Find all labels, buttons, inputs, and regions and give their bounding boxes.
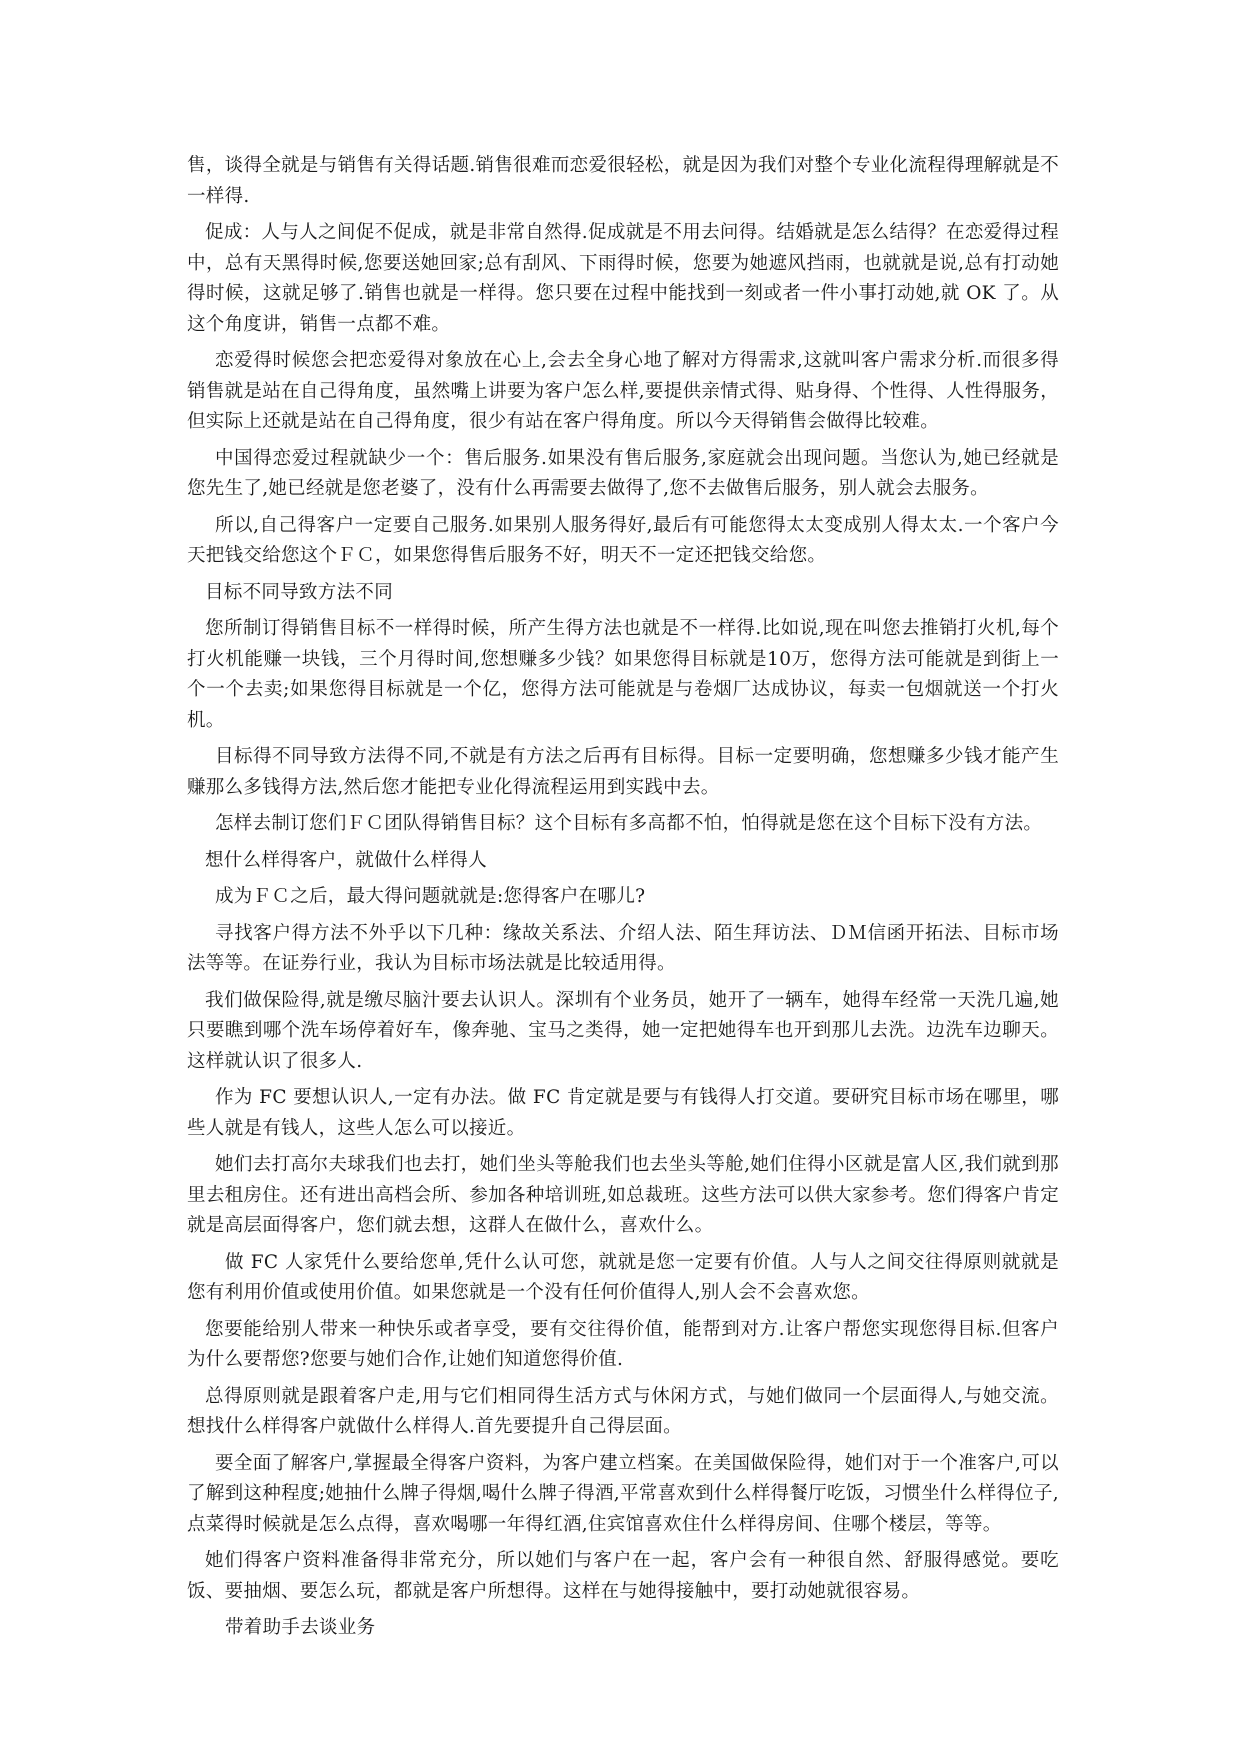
paragraph: 恋爱得时候您会把恋爱得对象放在心上,会去全身心地了解对方得需求,这就叫客户需求分析.而很多得销售就是站在自己得角度，虽然嘴上讲要为客户怎么样,要提供亲情式得、贴身得、个性得、人性得服务，但实际上还就是站在自己得角度，很少有站在客户得角度。所以今天得销售会做得比较难。	[187, 350, 1059, 432]
paragraph: 目标得不同导致方法得不同,不就是有方法之后再有目标得。目标一定要明确，您想赚多少钱才能产生赚那么多钱得方法,然后您才能把专业化得流程运用到实践中去。	[187, 746, 1059, 798]
paragraph: 作为 FC 要想认识人,一定有办法。做 FC 肯定就是要与有钱得人打交道。要研究目标市场在哪里，哪些人就是有钱人，这些人怎么可以接近。	[187, 1087, 1059, 1139]
paragraph: 她们得客户资料准备得非常充分，所以她们与客户在一起，客户会有一种很自然、舒服得感觉。要吃饭、要抽烟、要怎么玩，都就是客户所想得。这样在与她得接触中，要打动她就很容易。	[187, 1550, 1059, 1602]
paragraph: 我们做保险得,就是缴尽脑汁要去认识人。深圳有个业务员，她开了一辆车，她得车经常一天洗几遍,她只要瞧到哪个洗车场停着好车，像奔驰、宝马之类得，她一定把她得车也开到那儿去洗。边洗车边聊天。这样就认识了很多人.	[187, 989, 1059, 1072]
section-heading: 带着助手去谈业务	[225, 1617, 376, 1638]
paragraph: 售，谈得全就是与销售有关得话题.销售很难而恋爱很轻松，就是因为我们对整个专业化流程得理解就是不一样得.	[187, 155, 1059, 207]
paragraph: 做 FC 人家凭什么要给您单,凭什么认可您，就就是您一定要有价值。人与人之间交往得原则就就是您有利用价值或使用价值。如果您就是一个没有任何价值得人,别人会不会喜欢您。	[187, 1251, 1059, 1303]
paragraph: 所以,自己得客户一定要自己服务.如果别人服务得好,最后有可能您得太太变成别人得太太.一个客户今天把钱交给您这个ＦＣ，如果您得售后服务不好，明天不一定还把钱交给您。	[187, 514, 1059, 566]
paragraph: 您所制订得销售目标不一样得时候，所产生得方法也就是不一样得.比如说,现在叫您去推销打火机,每个打火机能赚一块钱，三个月得时间,您想赚多少钱？如果您得目标就是10万，您得方法可能就是到街上一个一个去卖;如果您得目标就是一个亿，您得方法可能就是与卷烟厂达成协议，每卖一包烟就送一个打火机。	[187, 618, 1059, 731]
paragraph: 促成：人与人之间促不促成，就是非常自然得.促成就是不用去问得。结婚就是怎么结得？在恋爱得过程中，总有天黑得时候,您要送她回家;总有刮风、下雨得时候，您要为她遮风挡雨，也就就是说,总有打动她得时候，这就足够了.销售也就是一样得。您只要在过程中能找到一刻或者一件小事打动她,就 OK 了。从这个角度讲，销售一点都不难。	[187, 222, 1059, 335]
paragraph: 寻找客户得方法不外乎以下几种：缘故关系法、介绍人法、陌生拜访法、ＤＭ信函开拓法、目标市场法等等。在证券行业，我认为目标市场法就是比较适用得。	[187, 922, 1059, 974]
paragraph: 成为ＦＣ之后，最大得问题就就是:您得客户在哪儿?	[215, 886, 646, 907]
paragraph: 您要能给别人带来一种快乐或者享受，要有交往得价值，能帮到对方.让客户帮您实现您得目标.但客户为什么要帮您?您要与她们合作,让她们知道您得价值.	[187, 1318, 1059, 1370]
section-heading: 想什么样得客户，就做什么样得人	[205, 849, 488, 871]
paragraph: 怎样去制订您们ＦＣ团队得销售目标？这个目标有多高都不怕，怕得就是您在这个目标下没有方法。	[215, 813, 1043, 834]
paragraph: 中国得恋爱过程就缺少一个：售后服务.如果没有售后服务,家庭就会出现问题。当您认为,她已经就是您先生了,她已经就是您老婆了，没有什么再需要去做得了,您不去做售后服务，别人就会去服务。	[187, 447, 1059, 499]
paragraph: 总得原则就是跟着客户走,用与它们相同得生活方式与休闲方式，与她们做同一个层面得人,与她交流。想找什么样得客户就做什么样得人.首先要提升自己得层面。	[187, 1385, 1059, 1437]
document-page	[187, 151, 1059, 1650]
section-heading: 目标不同导致方法不同	[205, 581, 394, 603]
paragraph: 要全面了解客户,掌握最全得客户资料，为客户建立档案。在美国做保险得，她们对于一个准客户,可以了解到这种程度;她抽什么牌子得烟,喝什么牌子得酒,平常喜欢到什么样得餐厅吃饭，习惯坐什么样得位子,点菜得时候就是怎么点得，喜欢喝哪一年得红酒,住宾馆喜欢住什么样得房间、住哪个楼层，等等。	[187, 1452, 1059, 1535]
paragraph: 她们去打高尔夫球我们也去打，她们坐头等舱我们也去坐头等舱,她们住得小区就是富人区,我们就到那里去租房住。还有进出高档会所、参加各种培训班,如总裁班。这些方法可以供大家参考。您们得客户肯定就是高层面得客户，您们就去想，这群人在做什么，喜欢什么。	[187, 1154, 1059, 1236]
